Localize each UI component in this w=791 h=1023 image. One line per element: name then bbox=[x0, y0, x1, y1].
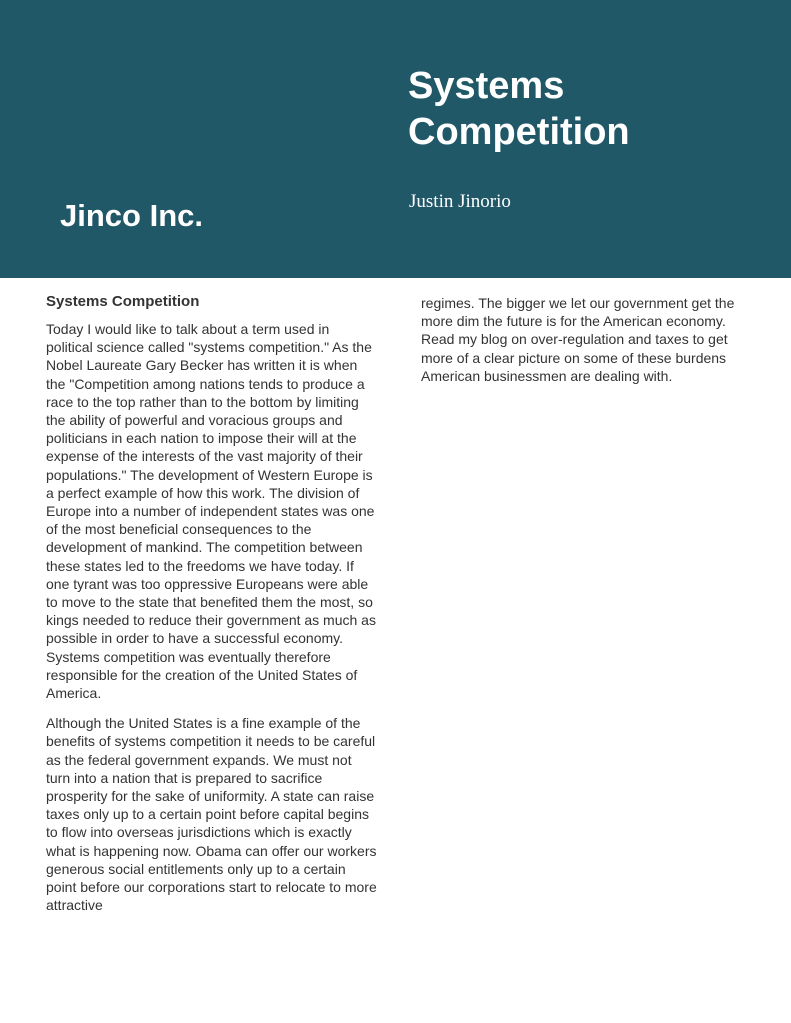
body-paragraph-1: Today I would like to talk about a term used in political science called "systems competition." As the Nobel Laureate Gary Becker has written it is when the "Competition among nations tends to produce a race to the top rather than to the bottom by limiting the ability of powerful and voracious groups and politicians in each nation to impose their will at the expense of the interests of the vast majority of their populations." The development of Western Europe is a perfect example of how this work. The division of Europe into a number of independent states was one of the most beneficial consequences to the development of mankind. The competition between these states led to the freedoms we have today. If one tyrant was too oppressive Europeans were able to move to the state that benefited them the most, so kings needed to reduce their government as much as possible in order to have a successful economy. Systems competition was eventually therefore responsible for the creation of the United States of America. bbox=[46, 321, 376, 702]
section-heading: Systems Competition bbox=[46, 293, 200, 310]
body-paragraph-2: Although the United States is a fine example of the benefits of systems competition it needs to be careful as the federal government expands. We must not turn into a nation that is prepared to sacrifice prosperity for the sake of uniformity. A state can raise taxes only up to a certain point before capital begins to flow into overseas jurisdictions which is exactly what is happening now. Obama can offer our workers generous social entitlements only up to a certain point before our corporations start to relocate to more attractive bbox=[46, 715, 377, 914]
document-title bbox=[408, 63, 768, 155]
company-name: Jinco Inc. bbox=[60, 198, 203, 233]
right-column bbox=[421, 294, 751, 397]
author-name: Justin Jinorio bbox=[409, 191, 511, 212]
title-line-1: Systems bbox=[408, 65, 565, 107]
header-banner bbox=[0, 0, 791, 278]
body-paragraph-2-continued: regimes. The bigger we let our government get the more dim the future is for the American economy. Read my blog on over-regulation and taxes to get more of a clear picture on some of these burdens American businessmen are dealing with. bbox=[421, 295, 735, 384]
left-column bbox=[46, 292, 378, 927]
title-line-2: Competition bbox=[408, 111, 630, 153]
